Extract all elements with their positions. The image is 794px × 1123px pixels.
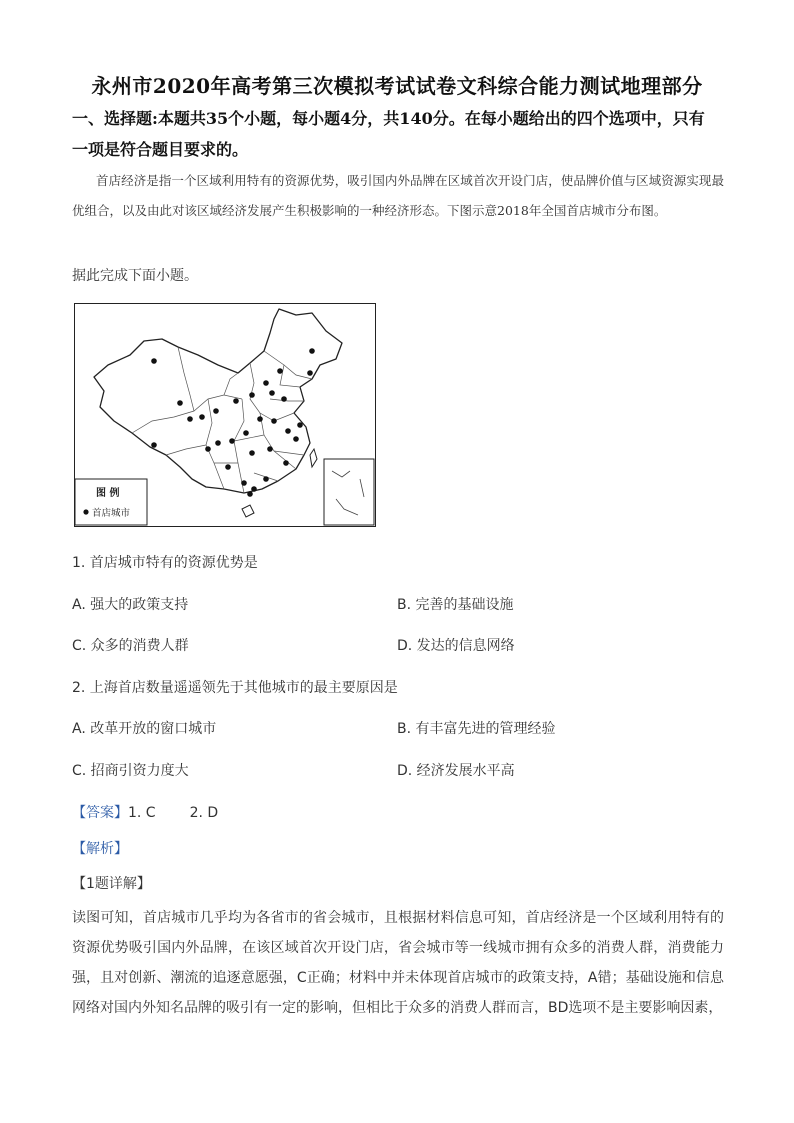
city-dot [241,480,247,486]
south-china-sea-inset [324,459,374,525]
city-dot [249,450,255,456]
section-heading-line1: 一、选择题:本题共35个小题，每小题4分，共140分。在每小题给出的四个选项中，只有 [72,109,705,128]
city-dot [271,418,277,424]
city-dot [277,368,283,374]
q2-option-a: A. 改革开放的窗口城市 [72,721,217,737]
map-legend [75,479,147,525]
city-dot [151,358,157,364]
section-heading-line2: 一项是符合题目要求的。 [72,140,249,159]
city-dot [249,392,255,398]
city-dot [285,428,291,434]
page-title: 永州市2020年高考第三次模拟考试试卷文科综合能力测试地理部分 [91,74,703,98]
city-dot [225,464,231,470]
answer-q1: 1. C [128,805,156,821]
city-dot [233,398,239,404]
q2-option-d: D. 经济发展水平高 [397,763,515,779]
question-1-stem: 1. 首店城市特有的资源优势是 [72,555,258,571]
city-dot [307,370,313,376]
city-dot [213,408,219,414]
analysis-paragraph: 读图可知，首店城市几乎均为各省市的省会城市，且根据材料信息可知，首店经济是一个区域利用特有的资源优势吸引国内外品牌，在该区域首次开设门店，省会城市等一线城市拥有众多的消费人群，消费能力强，且对创新、潮流的追逐意愿强，C正确；材料中并未体现首店城市的政策支持，A错；基础设施和信息网络对国内外知名品牌的吸引有一定的影响，但相比于众多的消费人群而言，BD选项不是主要影响因素， [72,910,724,1016]
city-dot [297,422,303,428]
material-paragraph [72,166,724,226]
city-dot [251,486,257,492]
city-dot [243,430,249,436]
city-dot [269,390,275,396]
legend-dot-icon [83,509,88,514]
material-prompt: 据此完成下面小题。 [72,268,198,284]
city-dot [205,446,211,452]
legend-title: 图 例 [96,488,120,499]
q2-option-c: C. 招商引资力度大 [72,763,189,779]
city-dot [151,442,157,448]
city-dot [293,436,299,442]
city-dot [229,438,235,444]
question-2-stem: 2. 上海首店数量遥遥领先于其他城市的最主要原因是 [72,680,398,696]
city-dot [281,396,287,402]
analysis-label: 【解析】 [72,841,128,857]
city-dot [257,416,263,422]
answer-line [72,802,218,822]
legend-label: 首店城市 [92,508,131,519]
city-dot [187,416,193,422]
material-text: 首店经济是指一个区域利用特有的资源优势，吸引国内外品牌在区域首次开设门店，使品牌价值与区域资源实现最优组合，以及由此对该区域经济发展产生积极影响的一种经济形态。下图示意2018年全国首店城市分布图。 [72,173,724,218]
answer-label: 【答案】 [72,805,128,821]
city-dot [283,460,289,466]
answer-q2: 2. D [189,805,219,821]
city-dot [247,491,253,497]
detail-label: 【1题详解】 [72,876,151,892]
city-dot [177,400,183,406]
china-first-store-cities-map [74,303,376,527]
city-dot [309,348,315,354]
city-dot [215,440,221,446]
city-dot [263,476,269,482]
q1-option-a: A. 强大的政策支持 [72,597,189,613]
q1-option-c: C. 众多的消费人群 [72,638,189,654]
city-dot [199,414,205,420]
q2-option-b: B. 有丰富先进的管理经验 [397,721,556,737]
q1-option-d: D. 发达的信息网络 [397,638,515,654]
city-dot [263,380,269,386]
city-dot [267,446,273,452]
q1-option-b: B. 完善的基础设施 [397,597,514,613]
